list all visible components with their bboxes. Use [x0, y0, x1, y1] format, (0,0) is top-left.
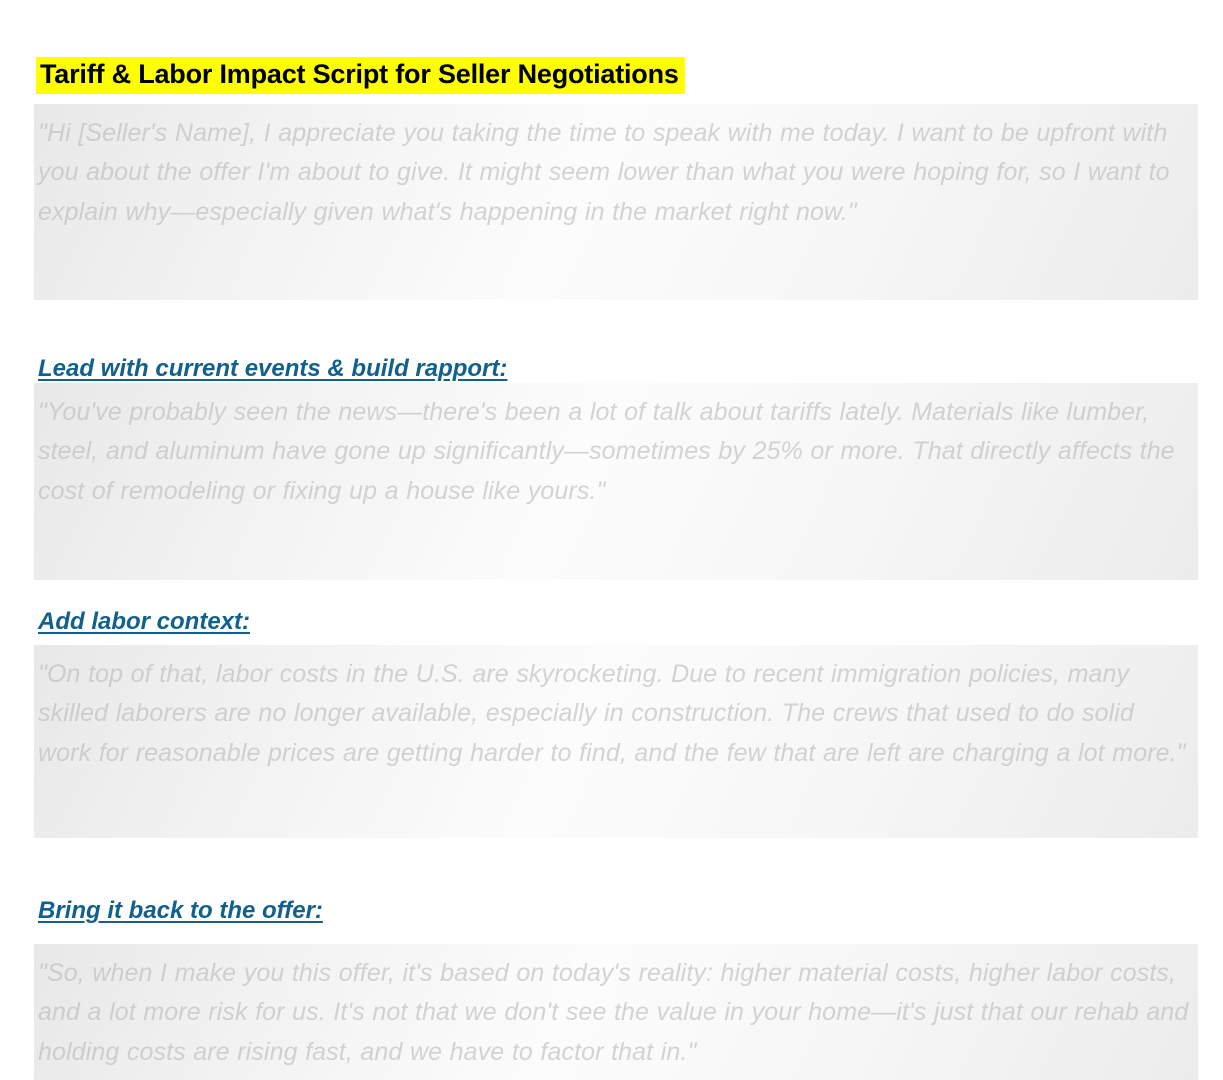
quote-block-rapport: [34, 383, 1198, 580]
section-heading-labor: Add labor context:: [38, 608, 251, 635]
quote-text: "You've probably seen the news—there's been a lot of talk about tariffs lately. Materials like lumber, steel, and aluminum have gone up significantly—sometimes by 25% or more. That directly affects the cost of remodeling or fixing up a house like yours.": [38, 398, 1175, 505]
section-heading-offer: Bring it back to the offer:: [38, 897, 323, 924]
page-title: Tariff & Labor Impact Script for Seller Negotiations: [36, 57, 685, 94]
quote-text: "So, when I make you this offer, it's based on today's reality: higher material costs, higher labor costs, and a lot more risk for us. It's not that we don't see the value in your home—it's just that our rehab and holding costs are rising fast, and we have to factor that in.": [38, 959, 1189, 1066]
quote-text: "Hi [Seller's Name], I appreciate you taking the time to speak with me today. I want to be upfront with you about the offer I'm about to give. It might seem lower than what you were hoping for, so I want to explain why—especially given what's happening in the market right now.": [38, 119, 1170, 226]
quote-block-intro: [34, 104, 1198, 300]
quote-block-offer: [34, 944, 1198, 1080]
quote-block-labor: [34, 645, 1198, 838]
section-heading-rapport: Lead with current events & build rapport:: [38, 355, 508, 382]
quote-text: "On top of that, labor costs in the U.S. are skyrocketing. Due to recent immigration policies, many skilled laborers are no longer available, especially in construction. The crews that used to do solid work for reasonable prices are getting harder to find, and the few that are left are charging a lot more.": [38, 660, 1186, 767]
